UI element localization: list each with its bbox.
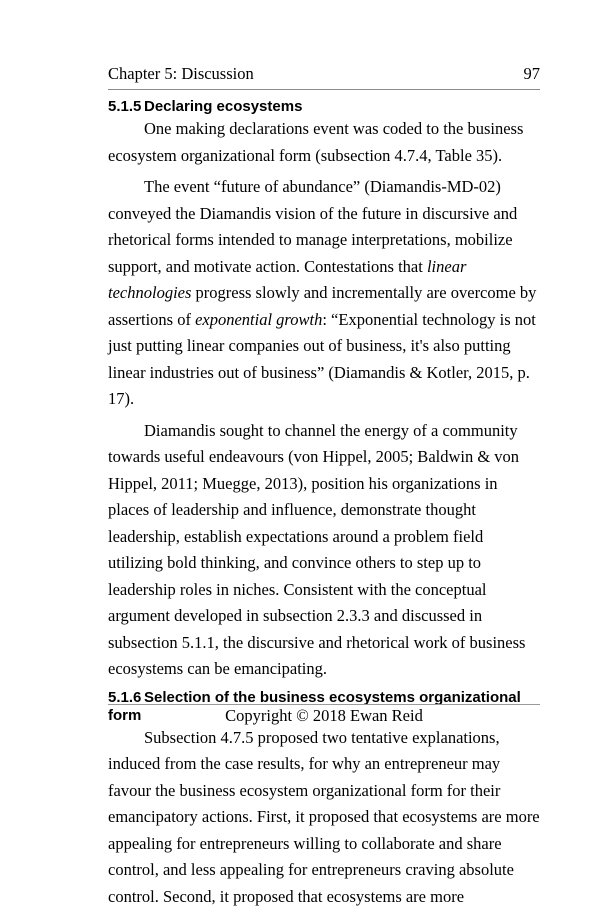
emphasis-run: exponential growth (195, 309, 323, 329)
section-heading-5-1-5 (108, 98, 540, 116)
text-run: One making declarations event was coded to the business ecosystem organizational form (subsection 4.7.4, Table 35). (108, 119, 524, 165)
running-header-chapter: Chapter 5: Discussion (108, 64, 254, 83)
text-run: Subsection 4.7.5 proposed two tentative explanations, induced from the case results, for why an entrepreneur may favour the business ecosystem organizational form for their emancipatory actions. First, it proposed that ecosystems are more appealing for entrepreneurs willing to collaborate and share control, and less appealing for entrepreneurs craving absolute control. Second, it proposed that ecosystems are more (108, 727, 540, 906)
text-run: The event “future of abundance” (Diamandis-MD-02) conveyed the Diamandis vision of the future in discursive and rhetorical forms intended to manage interpretations, mobilize support, and motivate action. Contestations that (108, 177, 518, 276)
page-content (108, 64, 540, 915)
paragraph-3 (108, 418, 540, 683)
text-run: Diamandis sought to channel the energy of a community towards useful endeavours (von Hippel, 2005; Baldwin & von Hippel, 2011; Muegge, 2013), position his organizations in places of leadership and influence, demonstrate thought leadership, establish expectations around a problem field utilizing bold thinking, and convince others to step up to leadership roles in niches. Consistent with the conceptual argument developed in subsection 2.3.3 and discussed in subsection 5.1.1, the discursive and rhetorical work of business ecosystems can be emancipating. (108, 420, 526, 678)
text-run: : “Exponential technology is not just putting linear companies out of business, it's also putting linear industries out of business” (Diamandis & Kotler, 2015, p. 17). (108, 309, 536, 408)
section-title: Declaring ecosystems (144, 98, 303, 115)
emphasis-run: linear technologies (108, 256, 467, 302)
running-header (108, 64, 540, 83)
section-number: 5.1.6 (108, 688, 142, 706)
section-title: Selection of the business ecosystems organizational form (108, 688, 521, 724)
running-header-page-number: 97 (523, 64, 540, 83)
footer-rule (108, 704, 540, 705)
paragraph-4 (108, 725, 540, 911)
text-run: progress slowly and incrementally are overcome by assertions of (108, 283, 537, 329)
copyright-text: Copyright © 2018 Ewan Reid (225, 706, 423, 725)
section-number: 5.1.5 (108, 98, 142, 115)
paragraph-2 (108, 174, 540, 413)
page-footer (108, 704, 540, 725)
header-rule (108, 89, 540, 90)
paragraph-1 (108, 116, 540, 169)
